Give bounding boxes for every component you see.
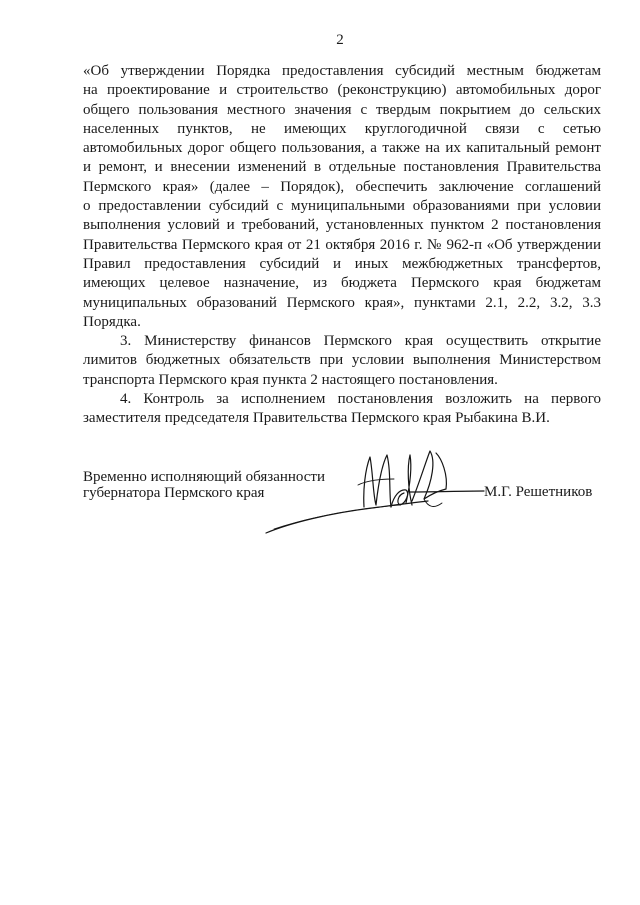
text-line: «Об утверждении Порядка предоставления субсидий местным бюджетам	[83, 63, 601, 79]
signatory-title-line: Временно исполняющий обязанности	[83, 469, 326, 485]
text-line: лимитов бюджетных обязательств при условии выполнения Министерством	[83, 352, 601, 369]
text-line: о предоставлении субсидий с муниципальными образованиями при условии	[83, 198, 601, 215]
text-line: на проектирование и строительство (реконструкцию) автомобильных дорог	[83, 82, 601, 99]
text-line: выполнения условий и требований, установленных пунктом 2 постановления	[83, 217, 601, 234]
signatory-name: М.Г. Решетников	[484, 484, 593, 500]
document-body	[83, 62, 601, 429]
text-line: заместителя председателя Правительства Пермского края Рыбакина В.И.	[83, 410, 550, 427]
text-line: 3. Министерству финансов Пермского края осуществить открытие	[120, 333, 601, 350]
text-line: Правил предоставления субсидий и иных межбюджетных трансфертов,	[83, 255, 601, 272]
text-line: муниципальных образований Пермского края», пунктами 2.1, 2.2, 3.2, 3.3	[83, 294, 601, 311]
text-line: имеющих целевое назначение, из бюджета Пермского края бюджетам	[83, 275, 601, 292]
text-line: 4. Контроль за исполнением постановления возложить на первого	[120, 391, 601, 408]
text-line: и ремонт, и внесении изменений в отдельные постановления Правительства	[83, 159, 601, 176]
text-line: транспорта Пермского края пункта 2 настоящего постановления.	[83, 371, 498, 388]
text-line: Порядка.	[83, 313, 141, 330]
text-line: Пермского края» (далее – Порядок), обеспечить заключение соглашений	[83, 178, 601, 195]
handwritten-signature	[260, 445, 500, 540]
page-number: 2	[336, 32, 344, 48]
text-line: населенных пунктов, не имеющих круглогодичной связи с сетью	[83, 120, 601, 137]
text-line: автомобильных дорог общего пользования, а также на их капитальный ремонт	[83, 140, 601, 157]
text-line: Правительства Пермского края от 21 октября 2016 г. № 962-п «Об утверждении	[83, 236, 601, 253]
text-line: общего пользования местного значения с твердым покрытием до сельских	[83, 101, 601, 118]
signatory-title-line: губернатора Пермского края	[83, 484, 265, 501]
